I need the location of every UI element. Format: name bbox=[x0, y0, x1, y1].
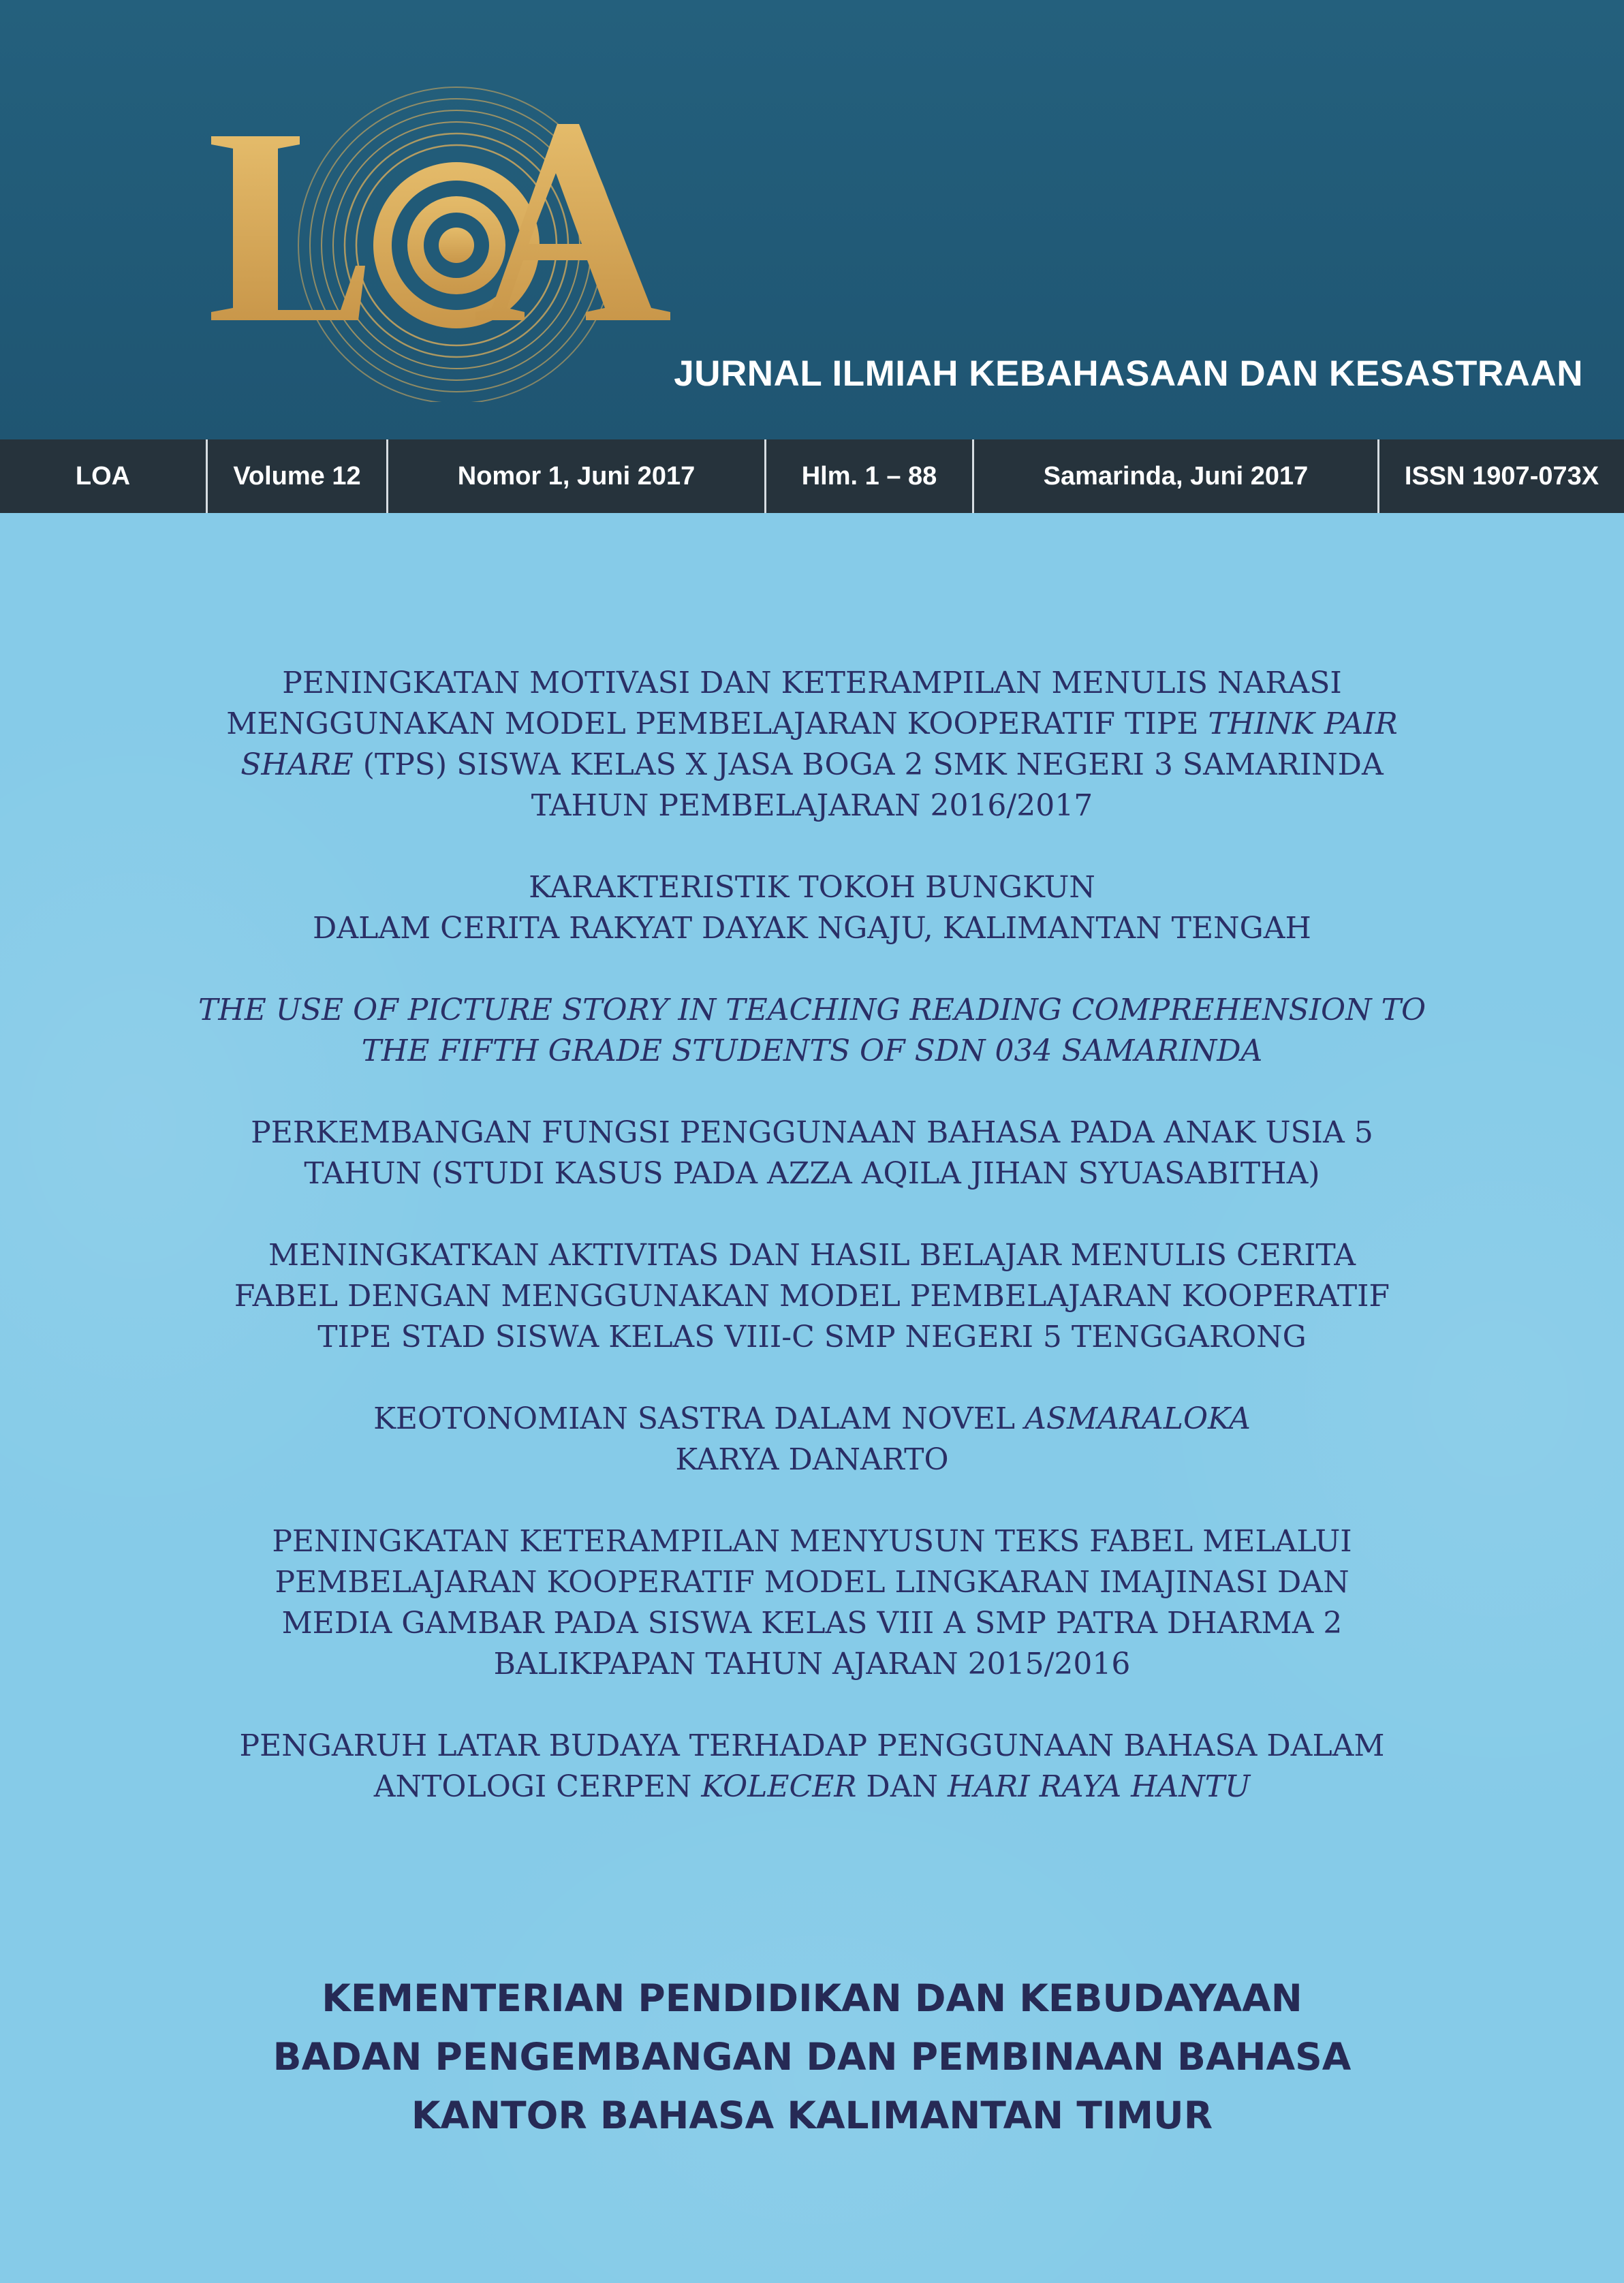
article-title-line: PENINGKATAN KETERAMPILAN MENYUSUN TEKS FABEL MELALUI bbox=[272, 1524, 1352, 1559]
article-title-line: TAHUN PEMBELAJARAN 2016/2017 bbox=[531, 788, 1093, 823]
loa-logo bbox=[198, 41, 743, 402]
publisher-agency: BADAN PENGEMBANGAN DAN PEMBINAAN BAHASA bbox=[272, 2035, 1352, 2079]
article-title-line: THE USE OF PICTURE STORY IN TEACHING READING COMPREHENSION TO bbox=[198, 993, 1426, 1027]
info-volume: Volume 12 bbox=[208, 439, 388, 513]
article-title-line: KEOTONOMIAN SASTRA DALAM NOVEL ASMARALOKA bbox=[373, 1401, 1251, 1436]
article-title-line: MENGGUNAKAN MODEL PEMBELAJARAN KOOPERATIF TIPE THINK PAIR bbox=[226, 706, 1398, 741]
article-title-line: PEMBELAJARAN KOOPERATIF MODEL LINGKARAN IMAJINASI DAN bbox=[275, 1565, 1349, 1600]
article-title-line: MENINGKATKAN AKTIVITAS DAN HASIL BELAJAR MENULIS CERITA bbox=[268, 1238, 1356, 1273]
article-title-line: MEDIA GAMBAR PADA SISWA KELAS VIII A SMP PATRA DHARMA 2 bbox=[281, 1606, 1343, 1641]
article-title bbox=[136, 867, 1488, 949]
article-title bbox=[136, 1726, 1488, 1807]
info-issue-number: Nomor 1, Juni 2017 bbox=[388, 439, 766, 513]
publisher-ministry: KEMENTERIAN PENDIDIKAN DAN KEBUDAYAAN bbox=[322, 1976, 1302, 2020]
article-title-line: FABEL DENGAN MENGGUNAKAN MODEL PEMBELAJARAN KOOPERATIF bbox=[234, 1279, 1390, 1314]
article-title-line: BALIKPAPAN TAHUN AJARAN 2015/2016 bbox=[493, 1647, 1131, 1681]
publisher-office: KANTOR BAHASA KALIMANTAN TIMUR bbox=[411, 2094, 1213, 2137]
article-title-line: PERKEMBANGAN FUNGSI PENGGUNAAN BAHASA PADA ANAK USIA 5 bbox=[251, 1115, 1373, 1150]
article-title-line: PENGARUH LATAR BUDAYA TERHADAP PENGGUNAAN BAHASA DALAM bbox=[239, 1728, 1385, 1763]
article-title-line: PENINGKATAN MOTIVASI DAN KETERAMPILAN MENULIS NARASI bbox=[282, 666, 1342, 700]
journal-subtitle: JURNAL ILMIAH KEBAHASAAN DAN KESASTRAAN bbox=[674, 354, 1583, 394]
article-title-line: KARAKTERISTIK TOKOH BUNGKUN bbox=[529, 870, 1095, 905]
info-issn: ISSN 1907-073X bbox=[1404, 461, 1599, 491]
article-title bbox=[136, 1235, 1488, 1358]
cover-body bbox=[0, 513, 1624, 2283]
article-title bbox=[136, 990, 1488, 1072]
article-list bbox=[136, 663, 1488, 1848]
info-pages: Hlm. 1 – 88 bbox=[766, 439, 974, 513]
info-place-date: Samarinda, Juni 2017 bbox=[974, 439, 1379, 513]
article-title bbox=[136, 1521, 1488, 1685]
article-title-line: TAHUN (STUDI KASUS PADA AZZA AQILA JIHAN SYUASABITHA) bbox=[304, 1156, 1320, 1191]
cover-header bbox=[0, 0, 1624, 439]
info-journal-abbrev: LOA bbox=[0, 439, 208, 513]
article-title-line: ANTOLOGI CERPEN KOLECER DAN HARI RAYA HANTU bbox=[373, 1769, 1251, 1804]
article-title-line: THE FIFTH GRADE STUDENTS OF SDN 034 SAMARINDA bbox=[361, 1034, 1263, 1068]
article-title-line: KARYA DANARTO bbox=[675, 1442, 949, 1477]
article-title bbox=[136, 1399, 1488, 1480]
article-title bbox=[136, 1113, 1488, 1194]
article-title bbox=[136, 663, 1488, 826]
article-title-line: SHARE (TPS) SISWA KELAS X JASA BOGA 2 SMK NEGERI 3 SAMARINDA bbox=[240, 747, 1384, 782]
issue-info-bar bbox=[0, 439, 1624, 513]
article-title-line: DALAM CERITA RAKYAT DAYAK NGAJU, KALIMANTAN TENGAH bbox=[313, 911, 1311, 946]
article-title-line: TIPE STAD SISWA KELAS VIII-C SMP NEGERI 5 TENGGARONG bbox=[317, 1320, 1307, 1354]
publisher-block bbox=[0, 1969, 1624, 2145]
